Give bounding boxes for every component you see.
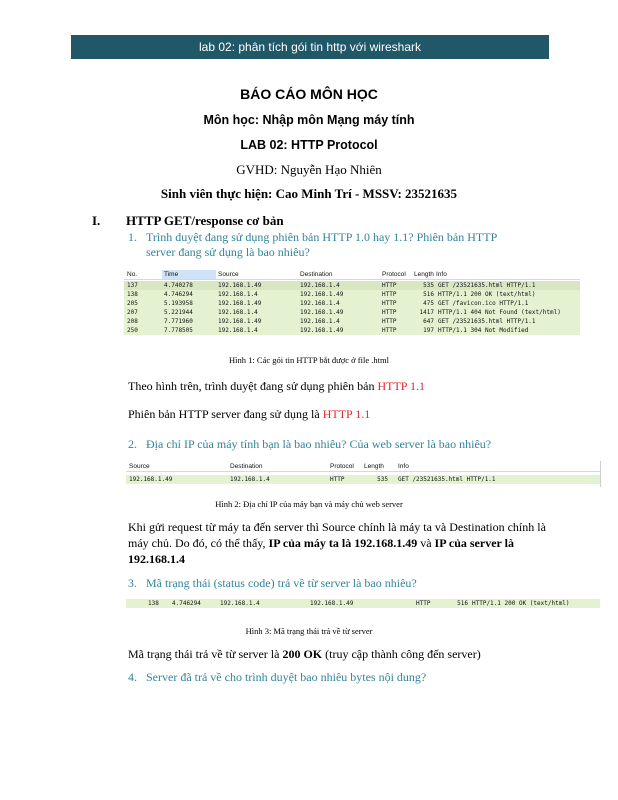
- cell-length: 535: [377, 476, 388, 483]
- cell-source: 192.168.1.4: [218, 309, 258, 316]
- wireshark-packet-list-3: [126, 598, 600, 609]
- packet-list-header: [124, 270, 580, 280]
- cell-no: 208: [127, 318, 138, 325]
- cell-length: 1417: [419, 309, 434, 316]
- cell-source: 192.168.1.49: [218, 300, 262, 307]
- cell-info: HTTP/1.1 200 OK (text/html): [438, 291, 536, 298]
- col-no: No.: [127, 271, 138, 278]
- question-number: 2.: [128, 437, 137, 451]
- cell-source: 192.168.1.4: [218, 327, 258, 334]
- http-version-browser: HTTP 1.1: [377, 379, 426, 393]
- cell-time: 7.771960: [164, 318, 193, 325]
- cell-time: 7.778505: [164, 327, 193, 334]
- cell-source: 192.168.1.4: [220, 600, 260, 607]
- answer-2-paragraph: [128, 519, 558, 567]
- section-title: HTTP GET/response cơ bản: [126, 213, 284, 228]
- cell-length: 647: [423, 318, 434, 325]
- question-text: Server đã trả về cho trình duyệt bao nhiêu bytes nội dung?: [146, 670, 427, 684]
- packet-row[interactable]: [124, 281, 580, 290]
- cell-source: 192.168.1.4: [218, 291, 258, 298]
- wireshark-packet-list-1: [124, 270, 580, 340]
- answer-text: và: [417, 536, 435, 550]
- cell-info: GET /favicon.ico HTTP/1.1: [438, 300, 529, 307]
- answer-text: (truy cập thành công đến server): [322, 647, 481, 661]
- client-ip-statement: IP của máy ta là 192.168.1.49: [268, 536, 418, 550]
- cell-info: HTTP/1.1 304 Not Modified: [438, 327, 529, 334]
- question-4: [128, 670, 528, 685]
- question-1: [128, 230, 528, 259]
- question-text: Trình duyệt đang sử dụng phiên bản HTTP 1.0 hay 1.1? Phiên bản HTTP server đang sử dụng là bao nhiêu?: [146, 230, 497, 259]
- question-text: Địa chỉ IP của máy tính bạn là bao nhiêu? Của web server là bao nhiêu?: [146, 437, 492, 451]
- answer-1-line-1: [128, 378, 558, 394]
- col-info: Info: [398, 463, 409, 470]
- cell-no: 207: [127, 309, 138, 316]
- col-length: Length: [414, 271, 434, 278]
- wireshark-packet-list-2: [126, 461, 601, 487]
- packet-row[interactable]: [126, 475, 600, 484]
- cell-destination: 192.168.1.4: [300, 318, 340, 325]
- answer-1-line-2: [128, 406, 558, 422]
- cell-info: GET /23521635.html HTTP/1.1: [438, 318, 536, 325]
- packet-row[interactable]: [124, 326, 580, 335]
- cell-length: 516: [423, 291, 434, 298]
- cell-protocol: HTTP: [416, 600, 431, 607]
- cell-protocol: HTTP: [382, 309, 397, 316]
- packet-list-header: [126, 462, 600, 472]
- http-version-server: HTTP 1.1: [322, 407, 371, 421]
- cell-protocol: HTTP: [382, 291, 397, 298]
- cell-destination: 192.168.1.4: [230, 476, 270, 483]
- answer-text: Theo hình trên, trình duyệt đang sử dụng phiên bản: [128, 379, 378, 393]
- col-source: Source: [129, 463, 150, 470]
- col-destination: Destination: [300, 271, 333, 278]
- cell-no: 137: [127, 282, 138, 289]
- cell-source: 192.168.1.49: [218, 282, 262, 289]
- cell-source: 192.168.1.49: [218, 318, 262, 325]
- packet-row[interactable]: [124, 290, 580, 299]
- col-protocol: Protocol: [330, 463, 354, 470]
- answer-text: Mã trạng thái trả về từ server là: [128, 647, 283, 661]
- cell-length: 535: [423, 282, 434, 289]
- cell-protocol: HTTP: [382, 318, 397, 325]
- header-banner-text: lab 02: phân tích gói tin http với wireshark: [199, 40, 421, 54]
- subject-line: Môn học: Nhập môn Mạng máy tính: [203, 113, 415, 127]
- question-number: 3.: [128, 576, 137, 590]
- cell-info: HTTP/1.1 404 Not Found (text/html): [438, 309, 561, 316]
- answer-text: Khi gửi request từ máy ta đến server thì Source chính là máy ta và Destination chính là máy chủ. Do đó, có thể thấy,: [128, 520, 546, 550]
- col-protocol: Protocol: [382, 271, 406, 278]
- cell-length: 516: [457, 600, 468, 607]
- packet-row[interactable]: [124, 299, 580, 308]
- advisor-line: GVHD: Nguyễn Hạo Nhiên: [236, 162, 382, 177]
- question-number: 1.: [128, 230, 137, 244]
- cell-destination: 192.168.1.49: [300, 309, 344, 316]
- answer-3-line: [128, 646, 558, 662]
- cell-destination: 192.168.1.49: [300, 291, 344, 298]
- cell-length: 197: [423, 327, 434, 334]
- cell-info: HTTP/1.1 200 OK (text/html): [472, 600, 570, 607]
- section-number: I.: [92, 213, 101, 228]
- status-code: 200 OK: [282, 647, 323, 661]
- cell-no: 205: [127, 300, 138, 307]
- cell-info: GET /23521635.html HTTP/1.1: [438, 282, 536, 289]
- figure-1-caption: Hình 1: Các gói tin HTTP bắt được ở file .html: [229, 355, 389, 365]
- col-time: Time: [162, 270, 216, 279]
- section-heading: [92, 213, 284, 229]
- cell-protocol: HTTP: [382, 327, 397, 334]
- cell-no: 250: [127, 327, 138, 334]
- packet-row[interactable]: [124, 308, 580, 317]
- lab-title: LAB 02: HTTP Protocol: [240, 138, 378, 152]
- header-banner: [71, 35, 549, 59]
- packet-row[interactable]: [124, 317, 580, 326]
- cell-time: 4.746294: [164, 291, 193, 298]
- figure-2-caption: Hình 2: Địa chỉ IP của máy bạn và máy chủ web server: [215, 499, 403, 509]
- cell-no: 138: [148, 600, 159, 607]
- cell-source: 192.168.1.49: [129, 476, 173, 483]
- cell-destination: 192.168.1.49: [310, 600, 354, 607]
- answer-text: Phiên bản HTTP server đang sử dụng là: [128, 407, 323, 421]
- cell-info: GET /23521635.html HTTP/1.1: [398, 476, 496, 483]
- cell-no: 138: [127, 291, 138, 298]
- figure-3-caption: Hình 3: Mã trạng thái trả về từ server: [245, 626, 373, 636]
- question-3: [128, 576, 528, 591]
- packet-row[interactable]: [126, 599, 600, 608]
- cell-destination: 192.168.1.49: [300, 327, 344, 334]
- cell-destination: 192.168.1.4: [300, 300, 340, 307]
- cell-protocol: HTTP: [382, 282, 397, 289]
- student-line: Sinh viên thực hiện: Cao Minh Trí - MSSV: 23521635: [160, 186, 458, 201]
- col-source: Source: [218, 271, 239, 278]
- cell-time: 4.746294: [172, 600, 201, 607]
- question-2: [128, 437, 528, 452]
- question-text: Mã trạng thái (status code) trả về từ server là bao nhiêu?: [146, 576, 417, 590]
- cell-time: 5.193958: [164, 300, 193, 307]
- cell-time: 4.740278: [164, 282, 193, 289]
- cell-protocol: HTTP: [382, 300, 397, 307]
- col-destination: Destination: [230, 463, 263, 470]
- server-ip-statement: IP của server là 192.168.1.4: [128, 536, 514, 566]
- question-number: 4.: [128, 670, 137, 684]
- report-title: BÁO CÁO MÔN HỌC: [240, 86, 378, 102]
- cell-destination: 192.168.1.4: [300, 282, 340, 289]
- col-length: Length: [364, 463, 384, 470]
- cell-time: 5.221944: [164, 309, 193, 316]
- cell-protocol: HTTP: [330, 476, 345, 483]
- cell-length: 475: [423, 300, 434, 307]
- col-info: Info: [436, 271, 447, 278]
